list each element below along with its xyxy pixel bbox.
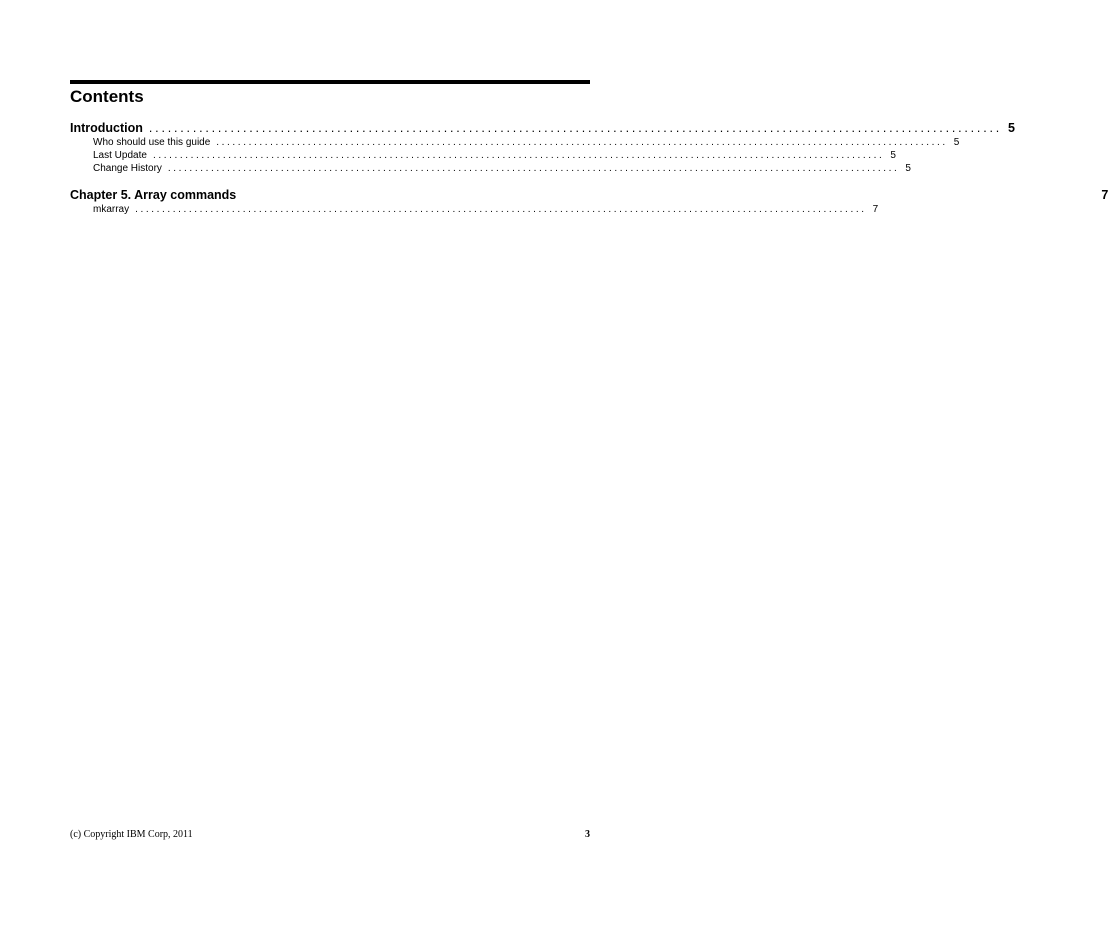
- page-footer: [70, 829, 590, 840]
- toc-entry-title: Last Update: [93, 150, 147, 161]
- toc-entry-chapter-5[interactable]: [70, 187, 1108, 203]
- dot-leader: ........................................................................................................................................: [152, 150, 885, 161]
- toc-entry-mkarray[interactable]: [70, 203, 879, 216]
- toc-entry-title: Chapter 5. Array commands: [70, 188, 237, 202]
- toc-entry-title: Who should use this guide: [93, 137, 211, 148]
- toc-entry-title: mkarray: [93, 204, 130, 215]
- toc-entry-last-update[interactable]: [70, 149, 896, 162]
- toc-entry-change-history[interactable]: [70, 162, 911, 175]
- toc-entry-page: 5: [890, 150, 896, 161]
- toc-entry-title: Introduction: [70, 121, 143, 135]
- toc-entry-introduction[interactable]: [70, 120, 1015, 136]
- dot-leader: ........................................................................................................................................: [135, 204, 867, 215]
- copyright-notice: (c) Copyright IBM Corp, 2011: [70, 829, 193, 840]
- toc-entry-page: 5: [953, 137, 960, 148]
- toc-entry-who-should-use-this-guide[interactable]: [70, 136, 960, 149]
- page-title: Contents: [70, 87, 144, 106]
- toc-entry-title: Change History: [93, 163, 162, 174]
- page-number: 3: [585, 829, 590, 840]
- heading-rule: [70, 80, 590, 84]
- toc-entry-page: 5: [1008, 121, 1015, 135]
- table-of-contents: [70, 120, 1108, 216]
- toc-entry-page: 7: [872, 204, 879, 215]
- toc-entry-page: 5: [905, 163, 911, 174]
- dot-leader: ........................................................................................................................................: [167, 163, 900, 174]
- toc-entry-page: 7: [1101, 188, 1108, 202]
- dot-leader: ........................................................................................................................................: [216, 137, 948, 148]
- dot-leader: ........................................................................................................................................: [148, 121, 1003, 135]
